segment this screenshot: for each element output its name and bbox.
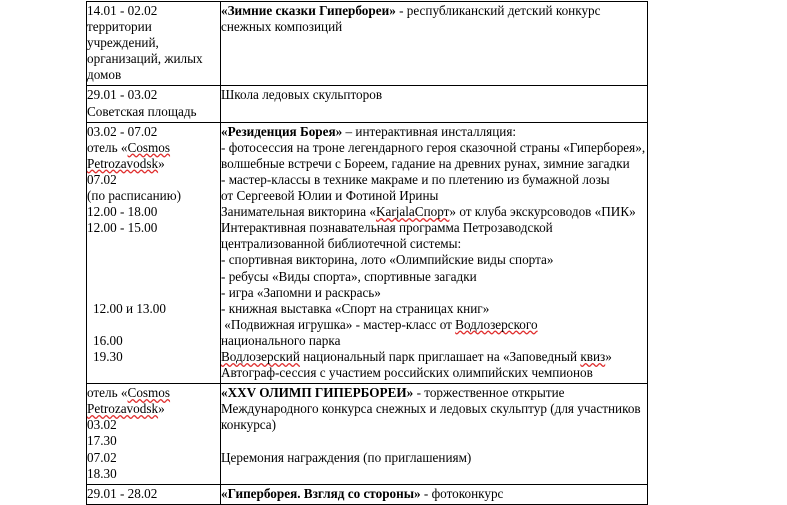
when-line-blank (87, 252, 220, 268)
when-line: 19.30 (93, 348, 123, 364)
when-line: 03.02 (87, 417, 117, 433)
when-line: 29.01 - 28.02 (87, 485, 158, 501)
what-line: Занимательная викторина «KarjalaСпорт» от клуба экскурсоводов «ПИК» (221, 204, 636, 220)
event-title: «Гиперборея. Взгляд со стороны» (221, 485, 421, 501)
what-line: национального парка (221, 332, 341, 348)
event-desc: - торжественное открытие (413, 385, 565, 401)
event-desc: - фотоконкурс (420, 485, 504, 501)
when-line: 17.30 (87, 433, 117, 449)
what-line: централизованной библиотечной системы: (221, 236, 462, 252)
schedule-what-cell (221, 122, 648, 384)
spellcheck-word: Petrozavodsk (87, 155, 159, 171)
schedule-when-cell (87, 86, 221, 122)
event-title: «Зимние сказки Гипербореи» (221, 3, 396, 18)
what-line (221, 486, 647, 502)
schedule-when-cell (87, 2, 221, 86)
what-line-blank (221, 35, 647, 51)
spellcheck-word: Petrozavodsk (87, 401, 159, 417)
what-line: - книжная выставка «Спорт на страницах книг» (221, 300, 490, 316)
what-line-blank (221, 51, 647, 67)
when-line: учреждений, (87, 35, 159, 51)
what-line: «Подвижная игрушка» - мастер-класс от Водлозерского (221, 316, 538, 332)
when-line-blank (87, 269, 220, 285)
when-line: территории (87, 19, 152, 35)
when-line: домов (87, 67, 122, 83)
spellcheck-word: KarjalaСпорт (375, 204, 450, 220)
what-line-blank (221, 67, 647, 83)
event-desc: – интерактивная инсталляция: (342, 123, 517, 139)
what-line-blank (221, 433, 647, 449)
when-line: 12.00 - 15.00 (87, 220, 158, 236)
what-line: Автограф-сессия с участием российских олимпийских чемпионов (221, 365, 593, 381)
what-line (221, 385, 647, 401)
event-title: «XXV ОЛИМП ГИПЕРБОРЕИ» (221, 385, 414, 401)
when-line: 07.02 (87, 171, 117, 187)
when-line: 18.30 (87, 465, 117, 481)
what-line-blank (221, 104, 647, 120)
what-line: от Сергеевой Юлии и Фотиной Ирины (221, 188, 439, 204)
table-row (87, 384, 648, 485)
what-line: - игра «Запомни и раскрась» (221, 284, 381, 300)
when-line: 12.00 и 13.00 (93, 300, 166, 316)
what-line: Церемония награждения (по приглашениям) (221, 449, 472, 465)
what-line (221, 3, 647, 19)
what-line: - мастер-классы в технике макраме и по плетению из бумажной лозы (221, 171, 610, 187)
spellcheck-word: Cosmos (127, 385, 171, 401)
schedule-when-cell (87, 122, 221, 384)
spellcheck-word: Водлозерский (221, 348, 300, 364)
table-row (87, 484, 648, 504)
spellcheck-word: Cosmos (127, 139, 171, 155)
spellcheck-word: Водлозерского (455, 316, 538, 332)
schedule-what-cell (221, 2, 648, 86)
when-line: 14.01 - 02.02 (87, 3, 158, 18)
when-line-blank (87, 236, 220, 252)
when-line: 03.02 - 07.02 (87, 123, 158, 139)
when-line-blank (87, 285, 220, 301)
what-line: - ребусы «Виды спорта», спортивные загадки (221, 268, 477, 284)
what-line: Школа ледовых скульпторов (221, 87, 383, 103)
schedule-what-cell (221, 86, 648, 122)
when-line: организаций, жилых (87, 51, 203, 67)
when-line: Petrozavodsk» (87, 155, 165, 171)
when-line: отель «Cosmos (87, 385, 171, 401)
what-line-blank (221, 466, 647, 482)
when-line: 12.00 - 18.00 (87, 204, 158, 220)
what-line: - спортивная викторина, лото «Олимпийские виды спорта» (221, 252, 554, 268)
event-title: «Резиденция Борея» (221, 123, 343, 139)
when-line: отель «Cosmos (87, 139, 171, 155)
spellcheck-word: квиз (580, 348, 606, 364)
when-line: Советская площадь (87, 103, 197, 119)
event-desc: - республиканский детский конкурс (395, 3, 601, 18)
when-line: 29.01 - 03.02 (87, 87, 158, 103)
what-line: конкурса) (221, 417, 277, 433)
schedule-what-cell (221, 384, 648, 485)
when-line: 07.02 (87, 449, 117, 465)
schedule-what-cell (221, 484, 648, 504)
what-line: Интерактивная познавательная программа Петрозаводской (221, 220, 553, 236)
what-line (221, 124, 647, 140)
schedule-when-cell (87, 384, 221, 485)
table-row (87, 122, 648, 384)
when-line-blank (87, 317, 220, 333)
event-schedule-table (86, 1, 648, 505)
when-line: (по расписанию) (87, 188, 181, 204)
table-row (87, 2, 648, 86)
table-row (87, 86, 648, 122)
what-line: волшебные встречи с Бореем, гадание на древних рунах, зимние загадки (221, 155, 630, 171)
what-line: Водлозерский национальный парк приглашает на «Заповедный квиз» (221, 348, 612, 364)
what-line: - фотосессия на троне легендарного героя сказочной страны «Гиперборея», (221, 139, 646, 155)
what-line: Международного конкурса снежных и ледовых скульптур (для участников (221, 401, 641, 417)
schedule-when-cell (87, 484, 221, 504)
when-line: 16.00 (93, 332, 123, 348)
what-line: снежных композиций (221, 19, 343, 35)
when-line: Petrozavodsk» (87, 401, 165, 417)
